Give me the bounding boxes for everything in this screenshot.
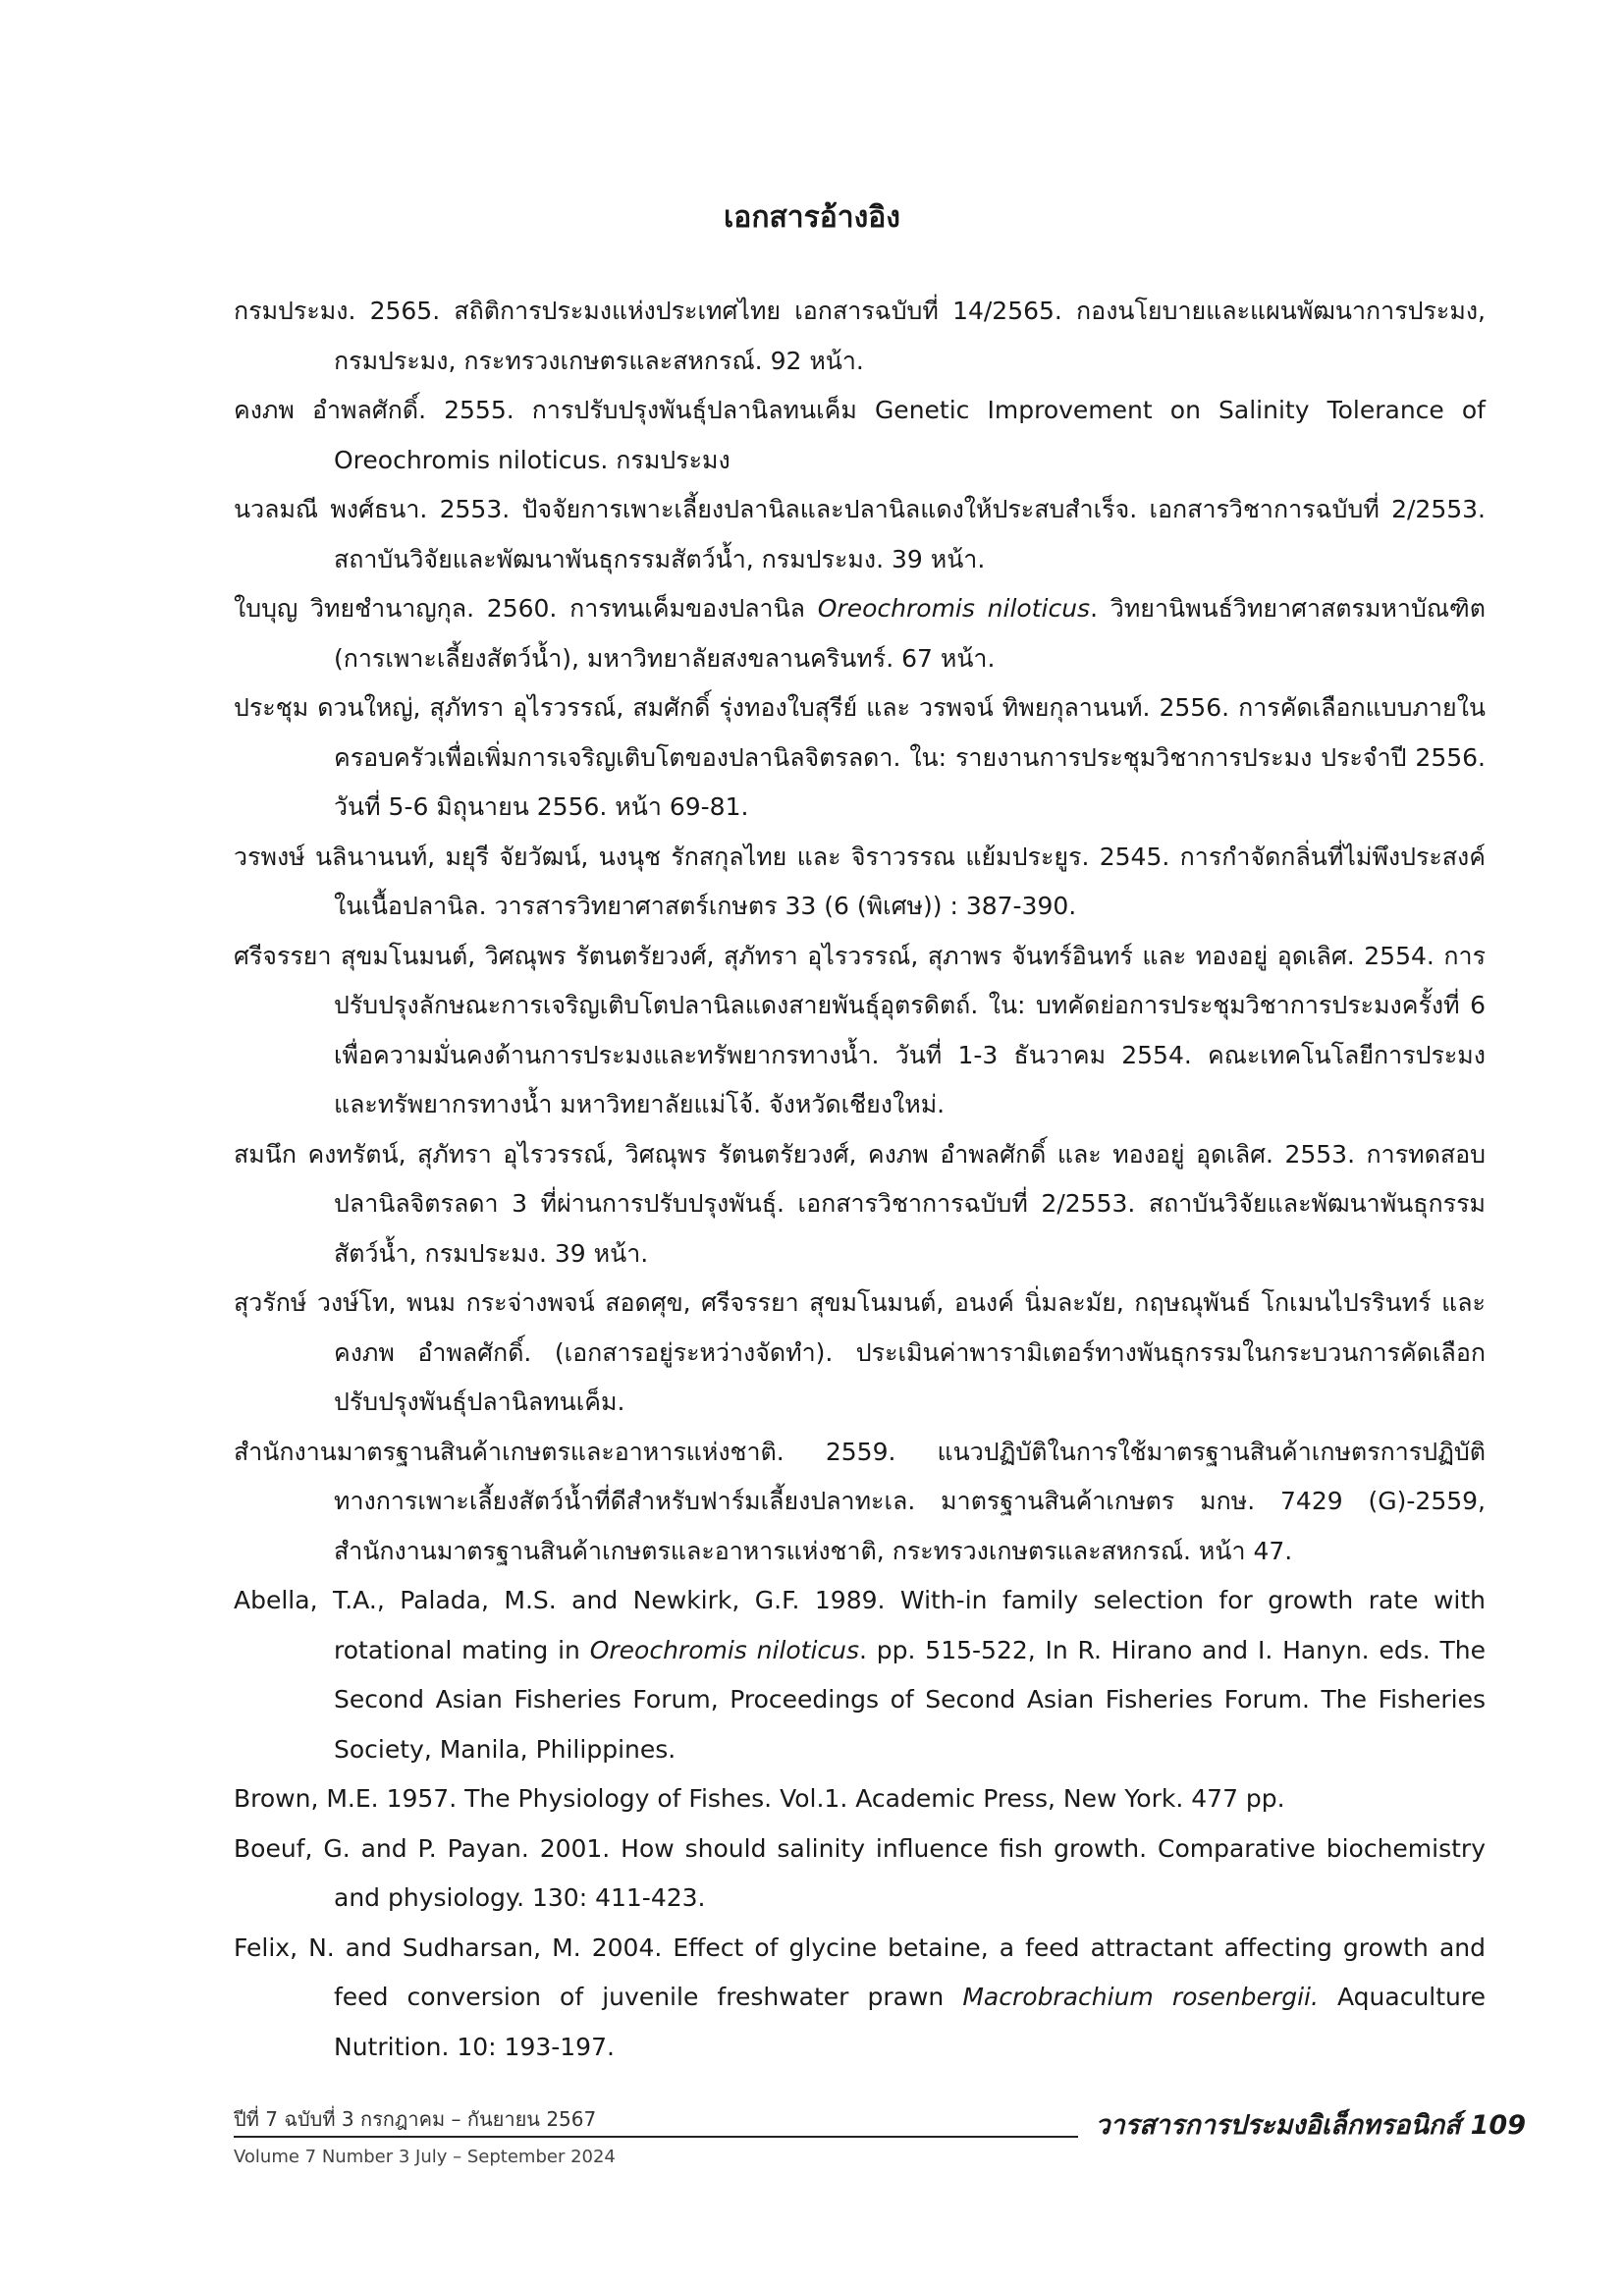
reference-item: ประชุม ดวนใหญ่, สุภัทรา อุไรวรรณ์, สมศักดิ์ รุ่งทองใบสุรีย์ และ วรพจน์ ทิพยกุลานนท์. 2556. การคัดเลือกแบบภายในครอบครัวเพื่อเพิ่มการเจริญเติบโตของปลานิลจิตรลดา. ใน: รายงานการประชุมวิชาการประมง ประจำปี 2556. วันที่ 5-6 มิถุนายน 2556. หน้า 69-81. bbox=[234, 693, 1486, 821]
reference-item: สำนักงานมาตรฐานสินค้าเกษตรและอาหารแห่งชาติ. 2559. แนวปฏิบัติในการใช้มาตรฐานสินค้าเกษตรการปฏิบัติทางการเพาะเลี้ยงสัตว์น้ำที่ดีสำหรับฟาร์มเลี้ยงปลาทะเล. มาตรฐานสินค้าเกษตร มกษ. 7429 (G)-2559, สำนักงานมาตรฐานสินค้าเกษตรและอาหารแห่งชาติ, กระทรวงเกษตรและสหกรณ์. หน้า 47. bbox=[234, 1437, 1486, 1565]
reference-text: Abella, T.A., Palada, M.S. and Newkirk, G.F. 1989. With-in family selection for growth rate with rotational mating in bbox=[234, 1586, 1486, 1664]
reference-item: สุวรักษ์ วงษ์โท, พนม กระจ่างพจน์ สอดศุข, ศรีจรรยา สุขมโนมนต์, อนงค์ นิ่มละมัย, กฤษณุพันธ์ โกเมนไปรรินทร์ และ คงภพ อำพลศักดิ์. (เอกสารอยู่ระหว่างจัดทำ). ประเมินค่าพารามิเตอร์ทางพันธุกรรมในกระบวนการคัดเลือกปรับปรุงพันธุ์ปลานิลทนเค็ม. bbox=[234, 1288, 1486, 1416]
footer-journal-title bbox=[1095, 2109, 1526, 2143]
reference-item: กรมประมง. 2565. สถิติการประมงแห่งประเทศไทย เอกสารฉบับที่ 14/2565. กองนโยบายและแผนพัฒนาการประมง, กรมประมง, กระทรวงเกษตรและสหกรณ์. 92 หน้า. bbox=[234, 297, 1486, 375]
reference-text: ใบบุญ วิทยชำนาญกุล. 2560. การทนเค็มของปลานิล bbox=[234, 594, 818, 623]
reference-text: Aquaculture Nutrition. 10: 193-197. bbox=[334, 1983, 1486, 2061]
reference-text: Felix, N. and Sudharsan, M. 2004. Effect of glycine betaine, a feed attractant affecting growth and feed conversion of juvenile freshwater prawn bbox=[234, 1932, 1486, 2011]
reference-item: Boeuf, G. and P. Payan. 2001. How should salinity influence fish growth. Comparative biochemistry and physiology. 130: 411-423. bbox=[234, 1833, 1486, 1912]
species-name: Oreochromis niloticus bbox=[817, 594, 1091, 623]
reference-item bbox=[234, 1576, 1486, 1774]
reference-text: . pp. 515-522, In R. Hirano and I. Hanyn. eds. The Second Asian Fisheries Forum, Proceedings of Second Asian Fisheries Forum. The Fisheries Society, Manila, Philippines. bbox=[334, 1635, 1486, 1764]
page-footer bbox=[234, 2105, 1526, 2194]
page-number: 109 bbox=[1470, 2110, 1526, 2141]
journal-name: วารสารการประมงอิเล็กทรอนิกส์ bbox=[1095, 2110, 1461, 2141]
reference-item: Brown, M.E. 1957. The Physiology of Fishes. Vol.1. Academic Press, New York. 477 pp. bbox=[234, 1784, 1285, 1813]
reference-item: สมนึก คงทรัตน์, สุภัทรา อุไรวรรณ์, วิศณุพร รัตนตรัยวงศ์, คงภพ อำพลศักดิ์ และ ทองอยู่ อุดเลิศ. 2553. การทดสอบปลานิลจิตรลดา 3 ที่ผ่านการปรับปรุงพันธุ์. เอกสารวิชาการฉบับที่ 2/2553. สถาบันวิจัยและพัฒนาพันธุกรรมสัตว์น้ำ, กรมประมง. 39 หน้า. bbox=[234, 1139, 1486, 1268]
page-title: เอกสารอ้างอิง bbox=[724, 200, 900, 236]
reference-item: คงภพ อำพลศักดิ์. 2555. การปรับปรุงพันธุ์ปลานิลทนเค็ม Genetic Improvement on Salinity Tolerance of Oreochromis niloticus. กรมประมง bbox=[234, 396, 1486, 474]
species-name: Oreochromis niloticus bbox=[589, 1635, 860, 1664]
footer-issue-english: Volume 7 Number 3 July – September 2024 bbox=[234, 2147, 616, 2167]
reference-list bbox=[234, 287, 1486, 2072]
reference-item: ศรีจรรยา สุขมโนมนต์, วิศณุพร รัตนตรัยวงศ์, สุภัทรา อุไรวรรณ์, สุภาพร จันทร์อินทร์ และ ทองอยู่ อุดเลิศ. 2554. การปรับปรุงลักษณะการเจริญเติบโตปลานิลแดงสายพันธุ์อุตรดิตถ์. ใน: บทคัดย่อการประชุมวิชาการประมงครั้งที่ 6 เพื่อความมั่นคงด้านการประมงและทรัพยากรทางน้ำ. วันที่ 1-3 ธันวาคม 2554. คณะเทคโนโลยีการประมงและทรัพยากรทางน้ำ มหาวิทยาลัยแม่โจ้. จังหวัดเชียงใหม่. bbox=[234, 941, 1486, 1118]
reference-item: วรพงษ์ นลินานนท์, มยุรี จัยวัฒน์, นงนุช รักสกุลไทย และ จิราวรรณ แย้มประยูร. 2545. การกำจัดกลิ่นที่ไม่พึงประสงค์ในเนื้อปลานิล. วารสารวิทยาศาสตร์เกษตร 33 (6 (พิเศษ)) : 387-390. bbox=[234, 842, 1486, 920]
reference-item bbox=[234, 584, 1486, 683]
species-name: Macrobrachium rosenbergii. bbox=[962, 1983, 1319, 2011]
reference-item bbox=[234, 1924, 1486, 2073]
footer-issue-thai: ปีที่ 7 ฉบับที่ 3 กรกฎาคม – กันยายน 2567 bbox=[234, 2107, 597, 2131]
reference-item: นวลมณี พงศ์ธนา. 2553. ปัจจัยการเพาะเลี้ยงปลานิลและปลานิลแดงให้ประสบสำเร็จ. เอกสารวิชาการฉบับที่ 2/2553. สถาบันวิจัยและพัฒนาพันธุกรรมสัตว์น้ำ, กรมประมง. 39 หน้า. bbox=[234, 495, 1486, 573]
reference-text: . วิทยานิพนธ์วิทยาศาสตรมหาบัณฑิต (การเพาะเลี้ยงสัตว์น้ำ), มหาวิทยาลัยสงขลานครินทร์. 67 หน้า. bbox=[334, 594, 1486, 673]
footer-divider bbox=[234, 2136, 1078, 2138]
